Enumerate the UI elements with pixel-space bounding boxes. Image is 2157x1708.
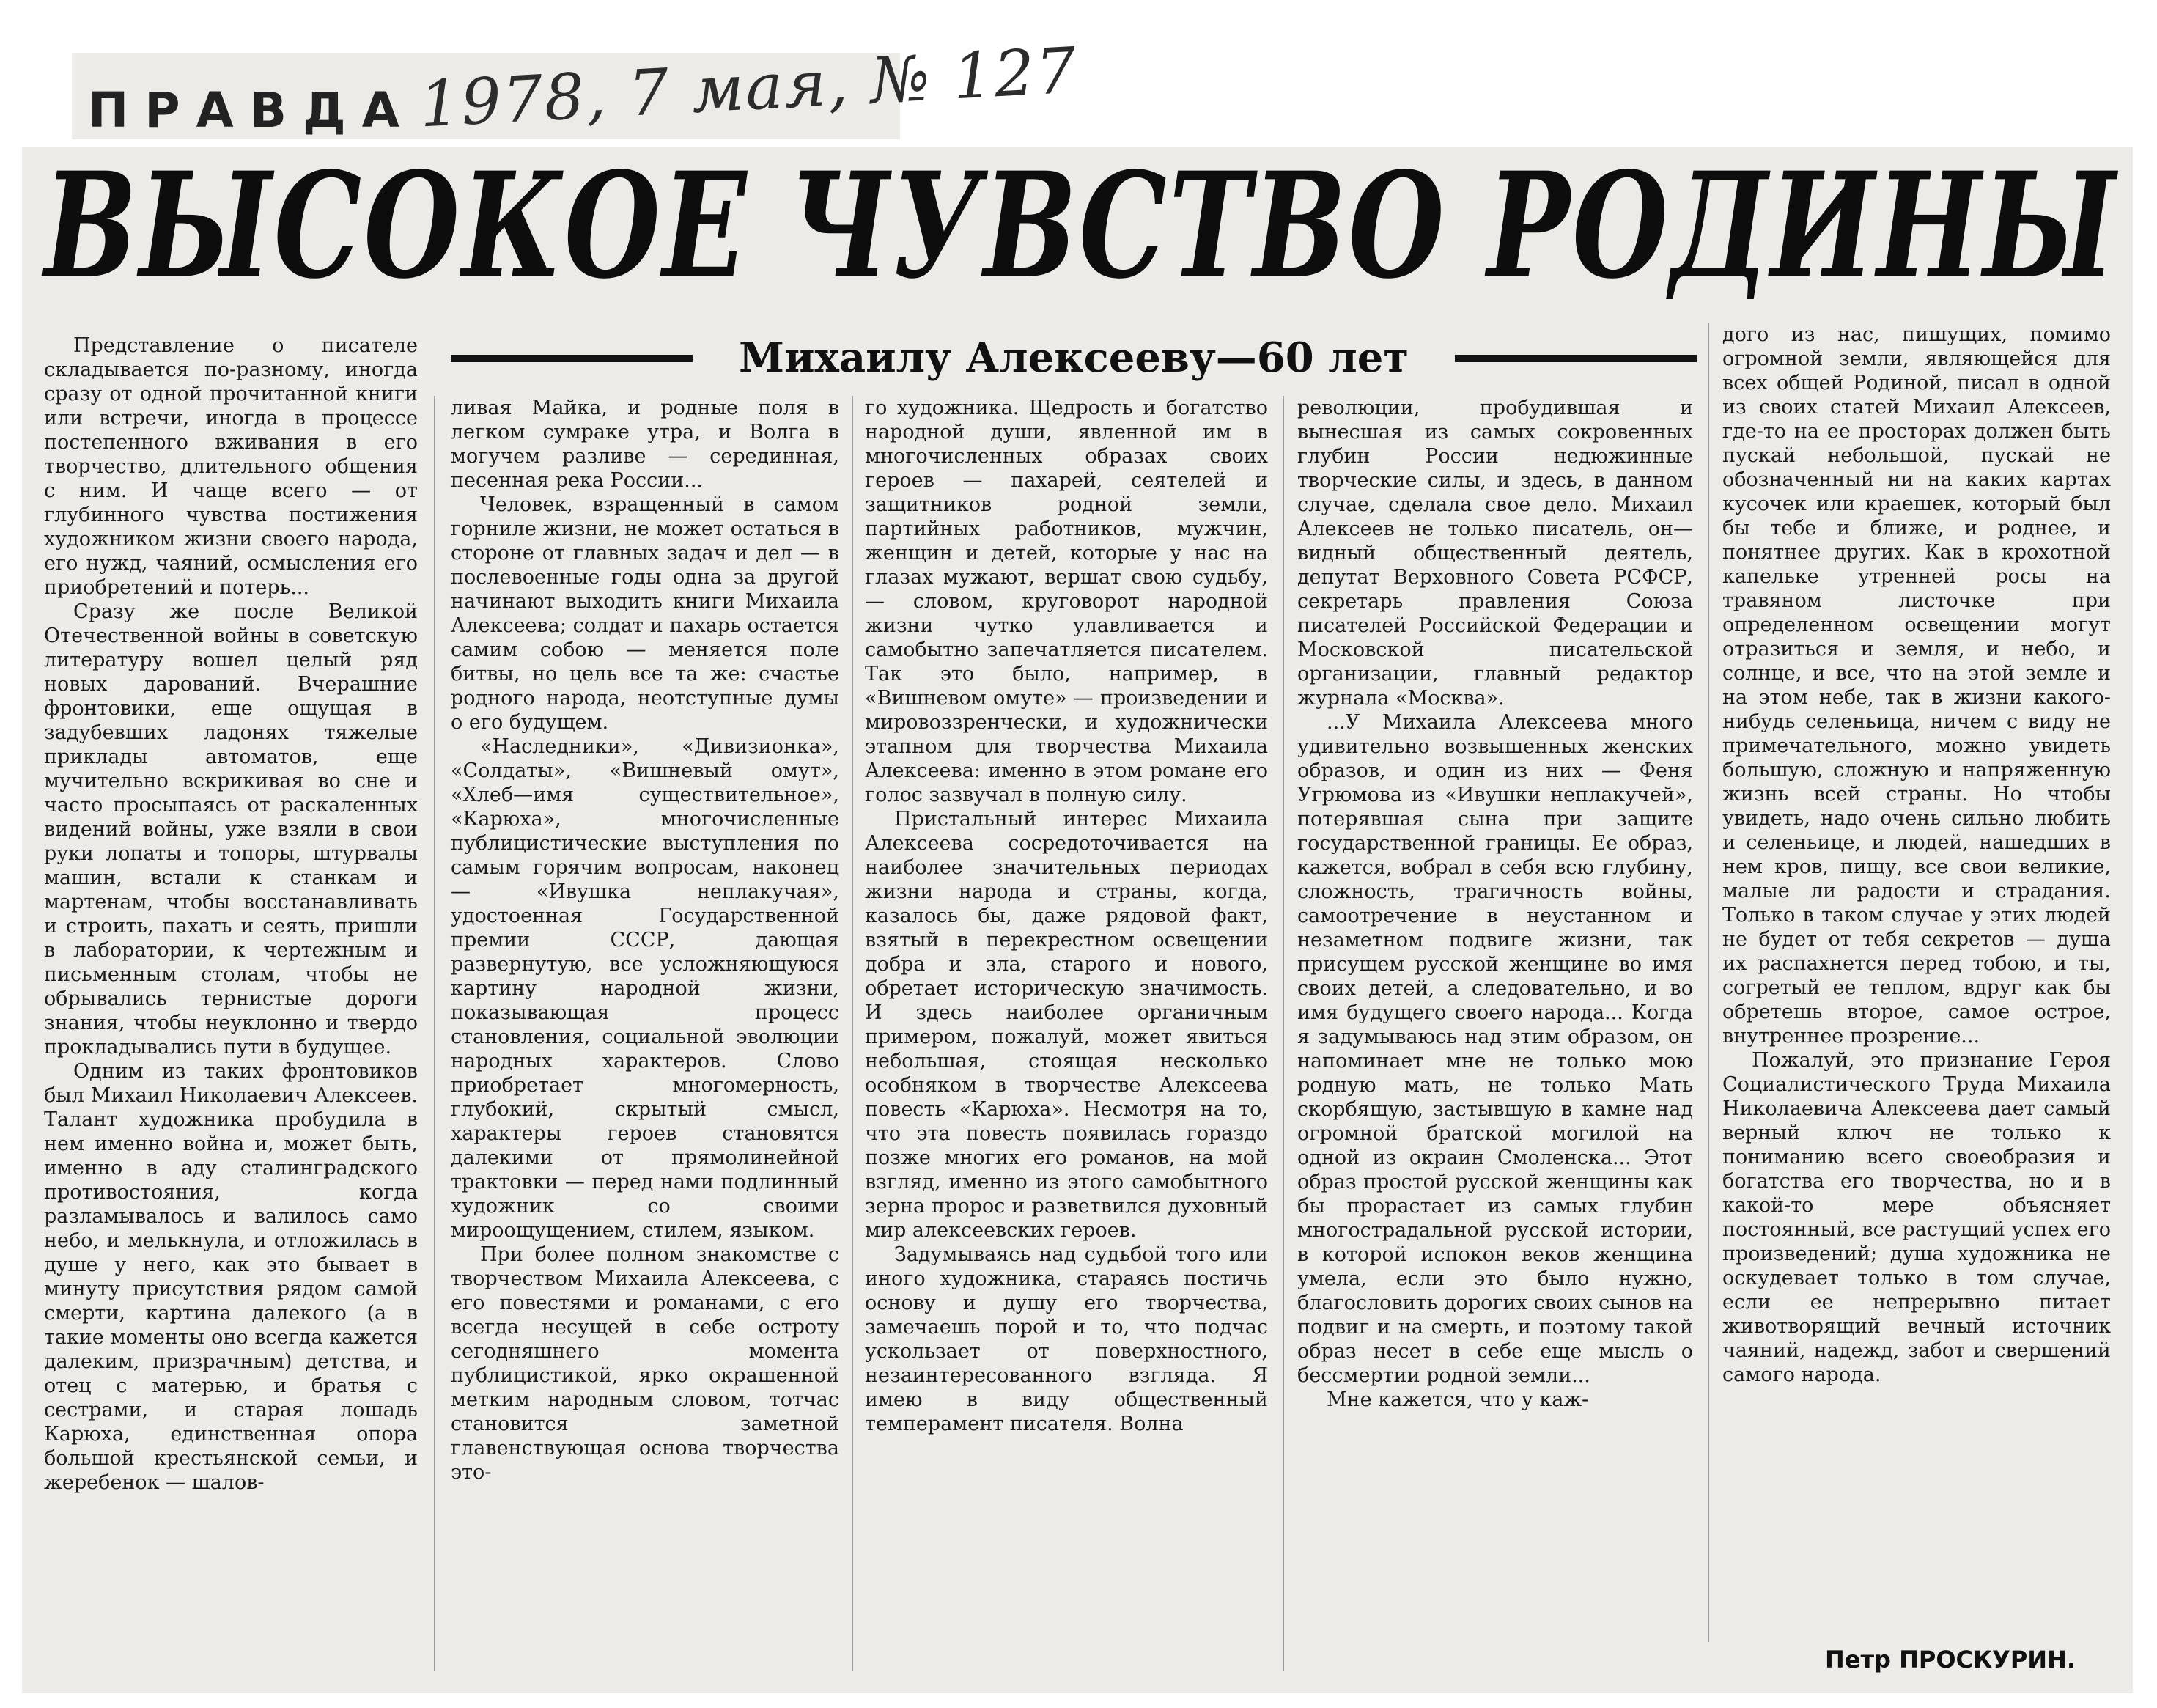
article-paragraph: Пожалуй, это признание Героя Социалистического Труда Михаила Николаевича Алексеева дает самый верный ключ не только к пониманию всего своеобразия и богатства его творчества, но и в какой-то мере объясняет постоянный, все растущий успех его произведений; душа художника не оскудевает только в том случае, если ее непрерывно питает животворящий вечный источник чаяний, надежд, забот и свершений самого народа.: [1722, 1049, 2111, 1386]
article-paragraph: Задумываясь над судьбой того или иного художника, стараясь постичь основу и душу его творчества, замечаешь порой и то, что подчас ускользает от поверхностного, незаинтересованного взгляда. Я имею в виду общественный темперамент писателя. Волна: [865, 1243, 1268, 1435]
article-paragraph: Человек, взращенный в самом горниле жизни, не может остаться в стороне от главных задач и дел — в послевоенные годы одна за другой начинают выходить книги Михаила Алексеева; солдат и пахарь остается самим собою — меняется поле битвы, но цель все та же: счастье родного народа, неотступные думы о его будущем.: [451, 493, 839, 734]
article-paragraph: Мне кажется, что у каж-: [1327, 1388, 1589, 1411]
article-column-4: [1297, 396, 1693, 1675]
newspaper-name: ПРАВДА: [88, 82, 416, 139]
article-paragraph: ...У Михаила Алексеева много удивительно возвышенных женских образов, и один из них — Феня Угрюмова из «Ивушки неплакучей», потерявшая сына при защите государственной границы. Ее образ, кажется, вобрал в себя всю глубину, сложность, трагичность войны, самоотречение в неустанном и незаметном подвиге жизни, так присущем русской женщине во имя своих детей, а следовательно, и во имя будущего своего народа... Когда я задумываюсь над этим образом, он напоминает мне не только мою родную мать, не только Мать скорбящую, застывшую в камне над огромной братской могилой на одной из окраин Смоленска... Этот образ простой русской женщины как бы прорастает из самых глубин многострадальной русской истории, в которой испокон веков женщина умела, если это было нужно, благословить дорогих своих сынов на подвиг и на смерть, и поэтому такой образ несет в себе еще мысль о бессмертии родной земли...: [1297, 711, 1693, 1387]
article-column-1: [44, 334, 418, 1675]
article-paragraph: Сразу же после Великой Отечественной войны в советскую литературу вошел целый ряд новых дарований. Вчерашние фронтовики, еще ощущая в задубевших ладонях тяжелые приклады автоматов, еще мучительно вскрикивая во сне и часто просыпаясь от раскаленных видений войны, уже взяли в свои руки лопаты и топоры, штурвалы машин, встали к станкам и мартенам, чтобы восстанавливать и строить, пахать и сеять, пришли в лаборатории, к чертежным и письменным столам, чтобы не обрывались тернистые дороги знания, чтобы неуклонно и твердо прокладывались пути в будущее.: [44, 600, 418, 1059]
author-signature: Петр ПРОСКУРИН.: [1825, 1646, 2076, 1674]
article-paragraph: го художника. Щедрость и богатство народной души, явленной им в многочисленных образах своих героев — пахарей, сеятелей и защитников родной земли, партийных работников, мужчин, женщин и детей, которые у нас на глазах мужают, вершат свою судьбу, — словом, круговорот народной жизни чутко улавливается и самобытно запечатляется писателем. Так это было, например, в «Вишневом омуте» — произведении и мировоззренчески, и художнически этапном для творчества Михаила Алексеева: именно в этом романе его голос зазвучал в полную силу.: [865, 397, 1268, 806]
subhead-rule-right: [1455, 355, 1697, 362]
article-column-3: [865, 396, 1268, 1675]
subhead: [451, 328, 1697, 387]
article-paragraph: ливая Майка, и родные поля в легком сумраке утра, и Волга в могучем разливе — серединная, песенная река России...: [451, 397, 839, 492]
headline: ВЫСОКОЕ ЧУВСТВО РОДИНЫ: [44, 140, 2118, 311]
article-paragraph: Представление о писателе складывается по-разному, иногда сразу от одной прочитанной книги или встречи, иногда в процессе постепенного вживания в его творчество, длительного общения с ним. И чаще всего — от глубинного чувства постижения художником жизни своего народа, его нужд, чаяний, осмысления его приобретений и потерь...: [44, 334, 418, 599]
article-column-5: [1722, 323, 2111, 1627]
subhead-rule-left: [451, 355, 693, 362]
handwritten-date-note: 1978, 7 мая, № 127: [417, 34, 1080, 142]
article-paragraph: Пристальный интерес Михаила Алексеева сосредоточивается на наиболее значительных периодах жизни народа и страны, когда, казалось бы, даже рядовой факт, взятый в перекрестном освещении добра и зла, старого и нового, обретает историческую значимость. И здесь наиболее органичным примером, пожалуй, может явиться небольшая, стоящая несколько особняком в творчестве Алексеева повесть «Карюха». Несмотря на то, что эта повесть появилась гораздо позже многих его романов, на мой взгляд, именно из этого самобытного зерна пророс и разветвился духовный мир алексеевских героев.: [865, 808, 1268, 1242]
article-paragraph: революции, пробудившая и вынесшая из самых сокровенных глубин России недюжинные творческие силы, и здесь, в данном случае, сделала свое дело. Михаил Алексеев не только писатель, он—видный общественный деятель, депутат Верховного Совета РСФСР, секретарь правления Союза писателей Российской Федерации и Московской писательской организации, главный редактор журнала «Москва».: [1297, 397, 1693, 710]
article-paragraph: «Наследники», «Дивизионка», «Солдаты», «Вишневый омут», «Хлеб—имя существительное», «Карюха», многочисленные публицистические выступления по самым горячим вопросам, наконец — «Ивушка неплакучая», удостоенная Государственной премии СССР, дающая развернутую, все усложняющуюся картину народной жизни, показывающая процесс становления, социальной эволюции народных характеров. Слово приобретает многомерность, глубокий, скрытый смысл, характеры героев становятся далекими от прямолинейной трактовки — перед нами подлинный художник со своими мироощущением, стилем, языком.: [451, 735, 839, 1242]
article-column-2: [451, 396, 839, 1675]
column-divider: [1283, 396, 1284, 1671]
subhead-text: Михаилу Алексееву—60 лет: [738, 334, 1409, 382]
article-paragraph: При более полном знакомстве с творчеством Михаила Алексеева, с его повестями и романами, с его всегда несущей в себе остроту сегодняшнего момента публицистикой, ярко окрашенной метким народным словом, тотчас становится заметной главенствующая основа творчества это-: [451, 1243, 839, 1484]
column-divider: [1708, 323, 1709, 1642]
column-divider: [852, 396, 853, 1671]
article-paragraph: Одним из таких фронтовиков был Михаил Николаевич Алексеев. Талант художника пробудила в нем именно война и, может быть, именно в аду сталинградского противостояния, когда разламывалось и валилось само небо, и мелькнула, и отложилась в душе у него, как это бывает в минуту присутствия рядом самой смерти, картина далекого (а в такие моменты оно всегда кажется далеким, призрачным) детства, и отец с матерью, и братья с сестрами, и старая лошадь Карюха, единственная опора большой крестьянской семьи, и жеребенок — шалов-: [44, 1060, 418, 1494]
column-divider: [434, 396, 435, 1671]
article-paragraph: дого из нас, пишущих, помимо огромной земли, являющейся для всех общей Родиной, писал в одной из своих статей Михаил Алексеев, где-то на ее просторах должен быть пускай небольшой, пускай не обозначенный ни на каких картах кусочек или краешек, который был бы тебе и ближе, и роднее, и понятнее других. Как в крохотной капельке утренней росы на травяном листочке при определенном освещении могут отразиться и земля, и небо, и солнце, и все, что на этой земле и на этом небе, так в жизни какого-нибудь селеньица, ничем с виду не примечательного, можно увидеть большую, сложную и напряженную жизнь всей страны. Но чтобы увидеть, надо очень сильно любить и селеньице, и людей, нашедших в нем кров, пищу, все свои великие, малые ли радости и страдания. Только в таком случае у этих людей не будет от тебя секретов — душа их распахнется перед тобою, и ты, согретый ее теплом, вдруг как бы обретешь второе, самое острое, внутреннее прозрение...: [1722, 323, 2111, 1048]
